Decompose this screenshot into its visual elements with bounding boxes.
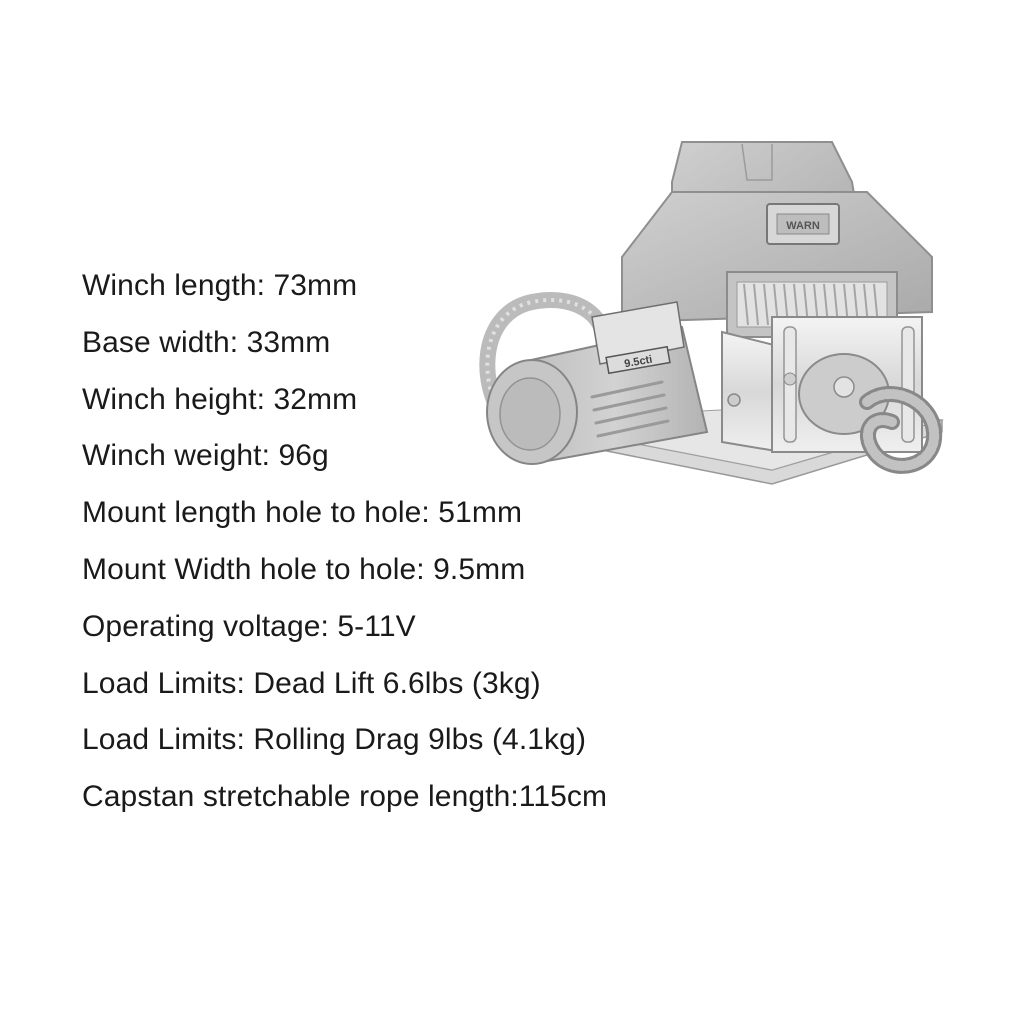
- spec-operating-voltage: Operating voltage: 5-11V: [82, 609, 416, 643]
- spec-winch-weight: Winch weight: 96g: [82, 439, 329, 473]
- spec-rolling-drag: Load Limits: Rolling Drag 9lbs (4.1kg): [82, 723, 587, 757]
- spec-dead-lift: Load Limits: Dead Lift 6.6lbs (3kg): [82, 666, 541, 700]
- spec-rope-length: Capstan stretchable rope length:115cm: [82, 780, 608, 814]
- svg-text:WARN: WARN: [786, 220, 820, 232]
- spec-mount-length: Mount length hole to hole: 51mm: [82, 496, 523, 530]
- svg-text:9.5cti: 9.5cti: [623, 353, 654, 371]
- winch-product-image: [472, 132, 952, 492]
- spec-mount-width: Mount Width hole to hole: 9.5mm: [82, 552, 526, 586]
- spec-winch-height: Winch height: 32mm: [82, 382, 358, 416]
- spec-base-width: Base width: 33mm: [82, 325, 331, 359]
- spec-winch-length: Winch length: 73mm: [82, 269, 358, 302]
